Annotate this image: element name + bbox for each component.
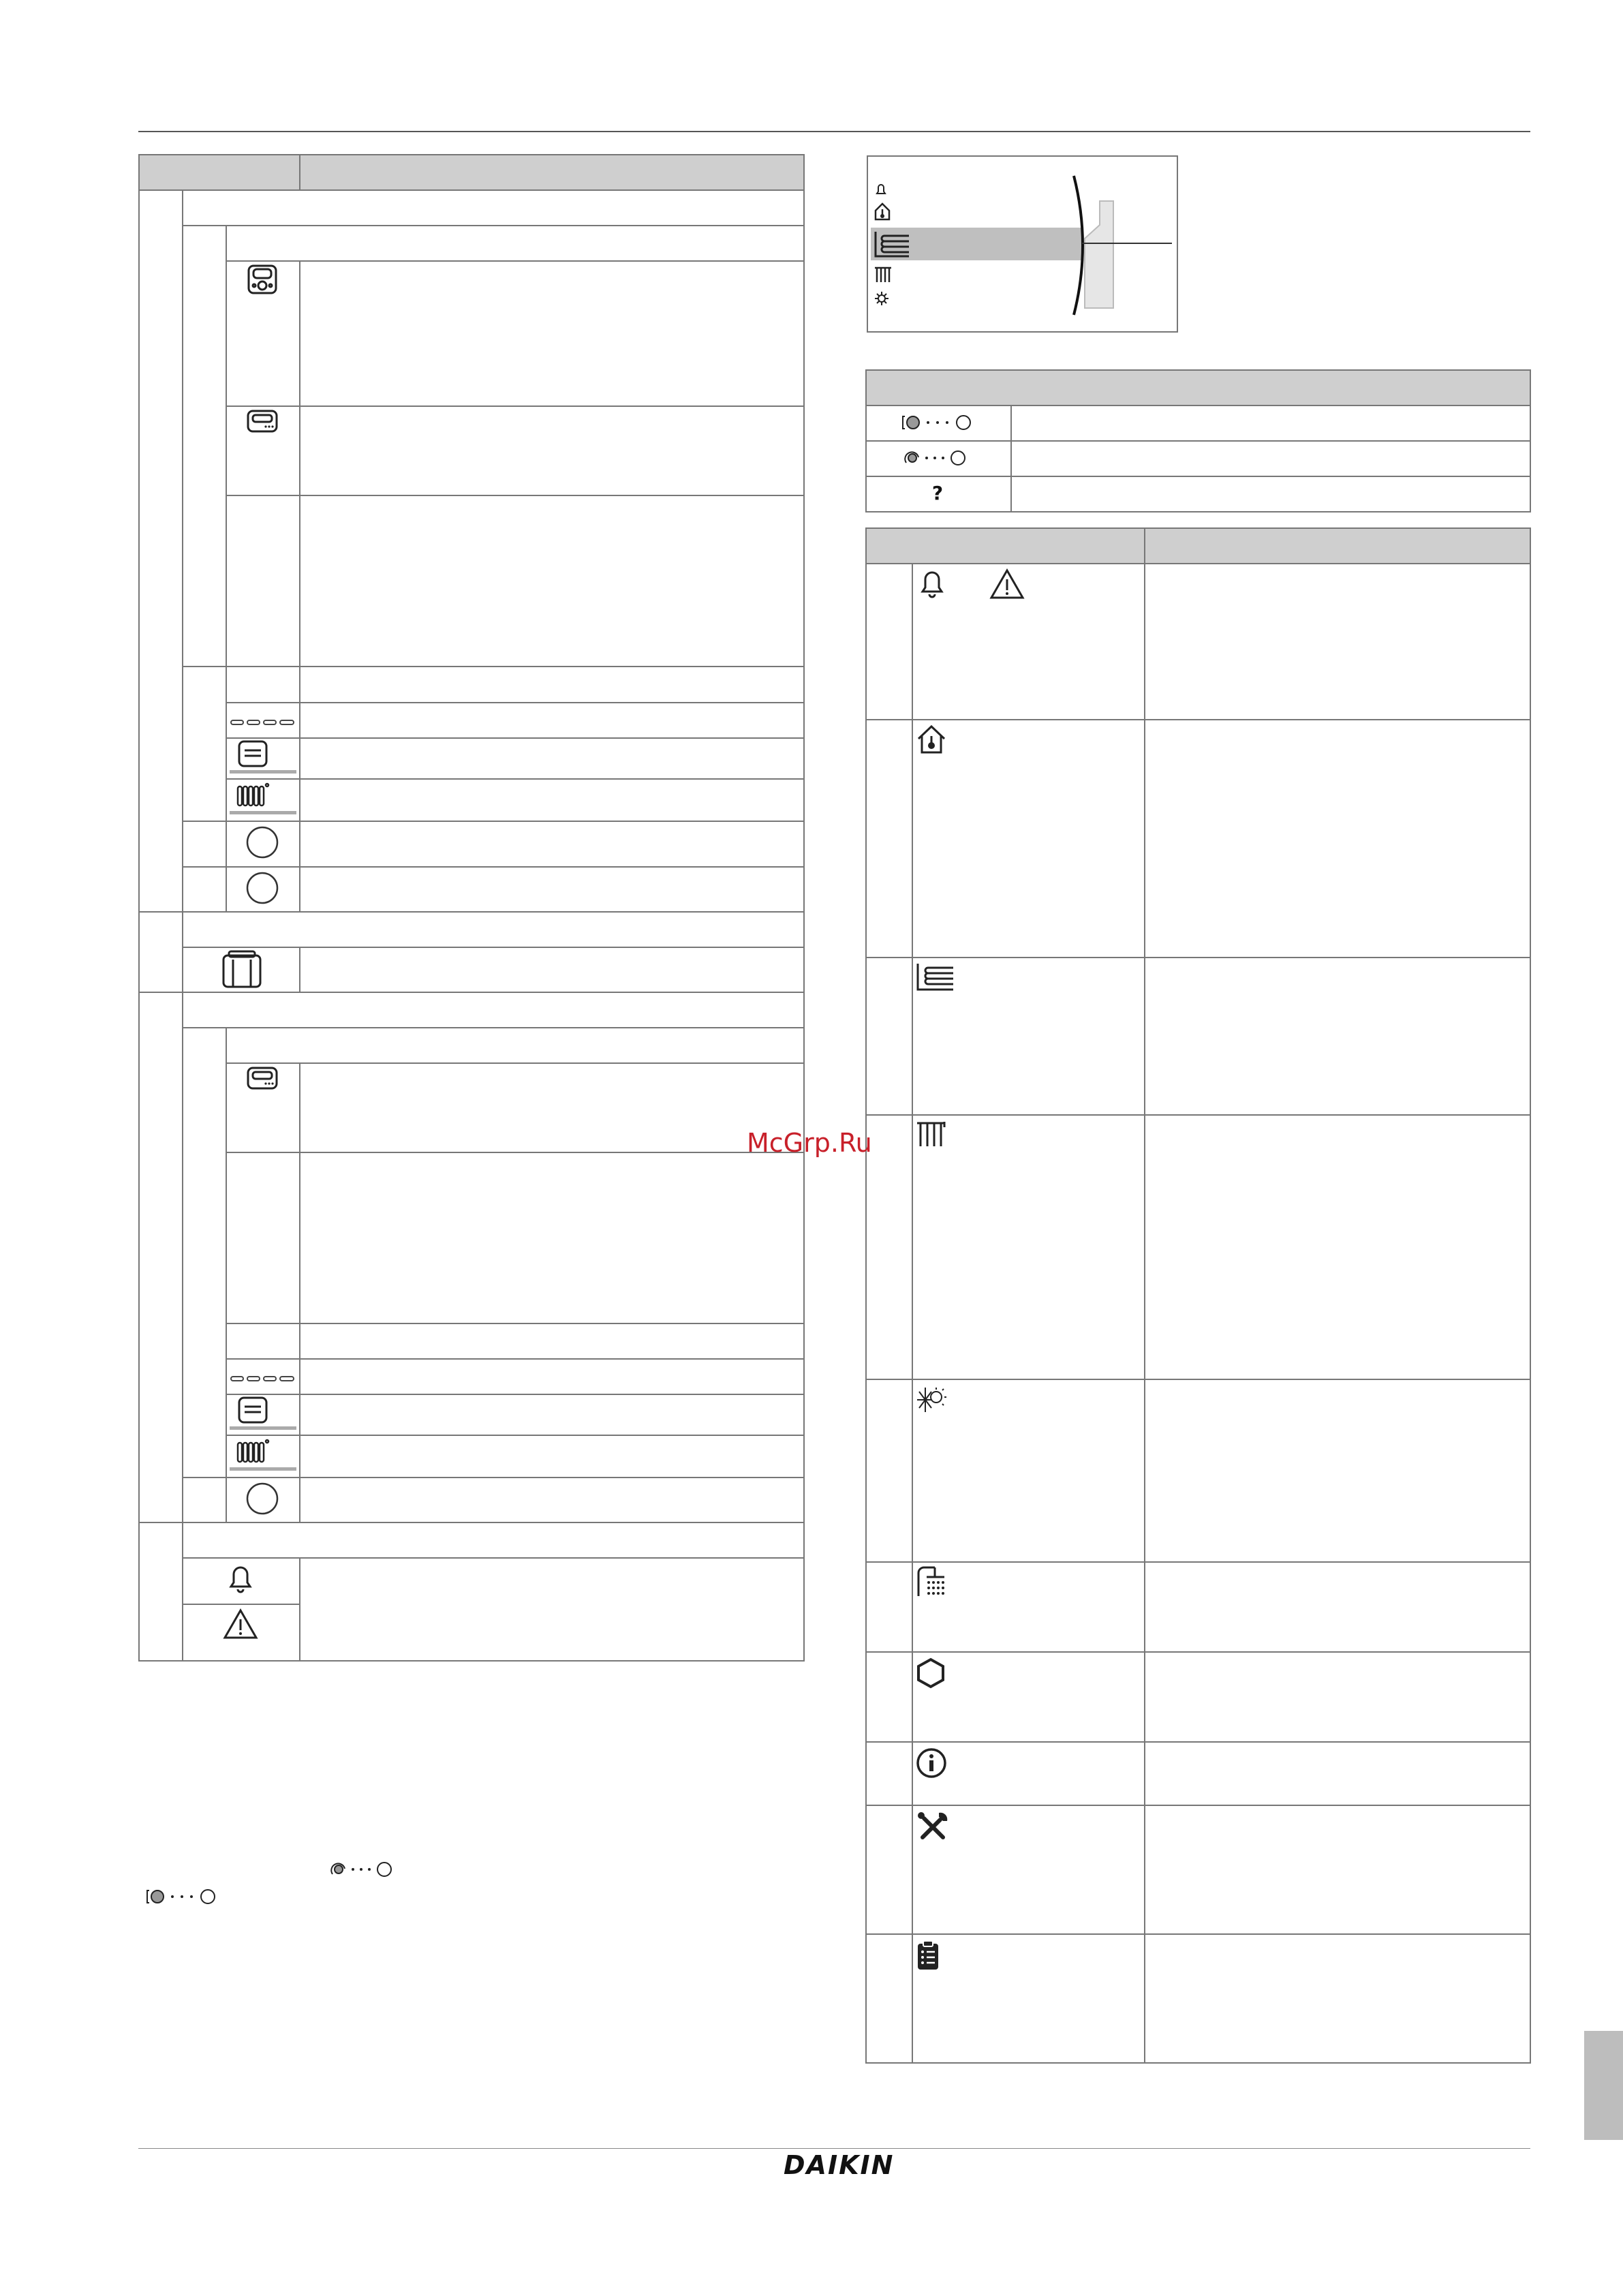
bell-icon — [226, 1563, 256, 1593]
heating-cooling-icon — [874, 290, 890, 307]
radiator-icon — [230, 781, 296, 816]
small-table — [865, 369, 1531, 512]
nut-icon — [916, 1657, 946, 1689]
bottom-rule — [138, 2148, 1530, 2149]
shower-icon — [916, 1566, 948, 1597]
house-thermometer-icon — [916, 724, 947, 755]
warning-icon — [223, 1608, 258, 1640]
info-icon — [916, 1747, 947, 1779]
radiator-icon — [916, 1120, 946, 1148]
screen-mock — [867, 155, 1178, 333]
remote-controller-icon — [247, 264, 277, 294]
heat-pump-convector-icon — [230, 1396, 296, 1432]
top-rule — [138, 131, 1530, 132]
rotary-dial[interactable] — [1059, 170, 1175, 327]
chapter-side-tab — [1584, 2031, 1623, 2140]
circle-icon — [245, 871, 279, 905]
touch-press-icon[interactable] — [903, 448, 966, 468]
underfloor-heating-icon — [230, 1375, 296, 1382]
underfloor-heating-icon — [230, 719, 296, 726]
user-interface-icon — [247, 410, 278, 433]
underfloor-heating-icon — [874, 230, 912, 258]
watermark: McGrp.Ru — [747, 1128, 872, 1158]
clipboard-icon — [916, 1940, 940, 1971]
help-icon[interactable] — [929, 482, 946, 505]
right-table — [865, 527, 1531, 2064]
tank-icon — [222, 950, 262, 988]
svg-text:?: ? — [931, 482, 944, 504]
circle-icon — [245, 1482, 279, 1516]
underfloor-heating-icon — [916, 962, 955, 991]
brand-logo: DAIKIN — [784, 2150, 895, 2180]
bell-icon — [875, 183, 887, 196]
left-table — [138, 154, 805, 1662]
bell-icon — [917, 568, 947, 598]
heat-pump-convector-icon — [230, 740, 296, 776]
radiator-icon — [230, 1437, 296, 1473]
heating-cooling-icon — [916, 1385, 948, 1415]
tools-icon — [916, 1810, 950, 1844]
press-icon — [145, 1886, 217, 1907]
warning-icon — [989, 568, 1025, 600]
press-icon[interactable] — [901, 412, 973, 433]
left-table-grid — [138, 154, 805, 1662]
user-interface-icon — [247, 1067, 278, 1090]
house-thermometer-icon — [874, 202, 891, 221]
radiator-icon — [874, 266, 893, 284]
circle-icon — [245, 825, 279, 859]
touch-press-icon — [330, 1859, 392, 1880]
